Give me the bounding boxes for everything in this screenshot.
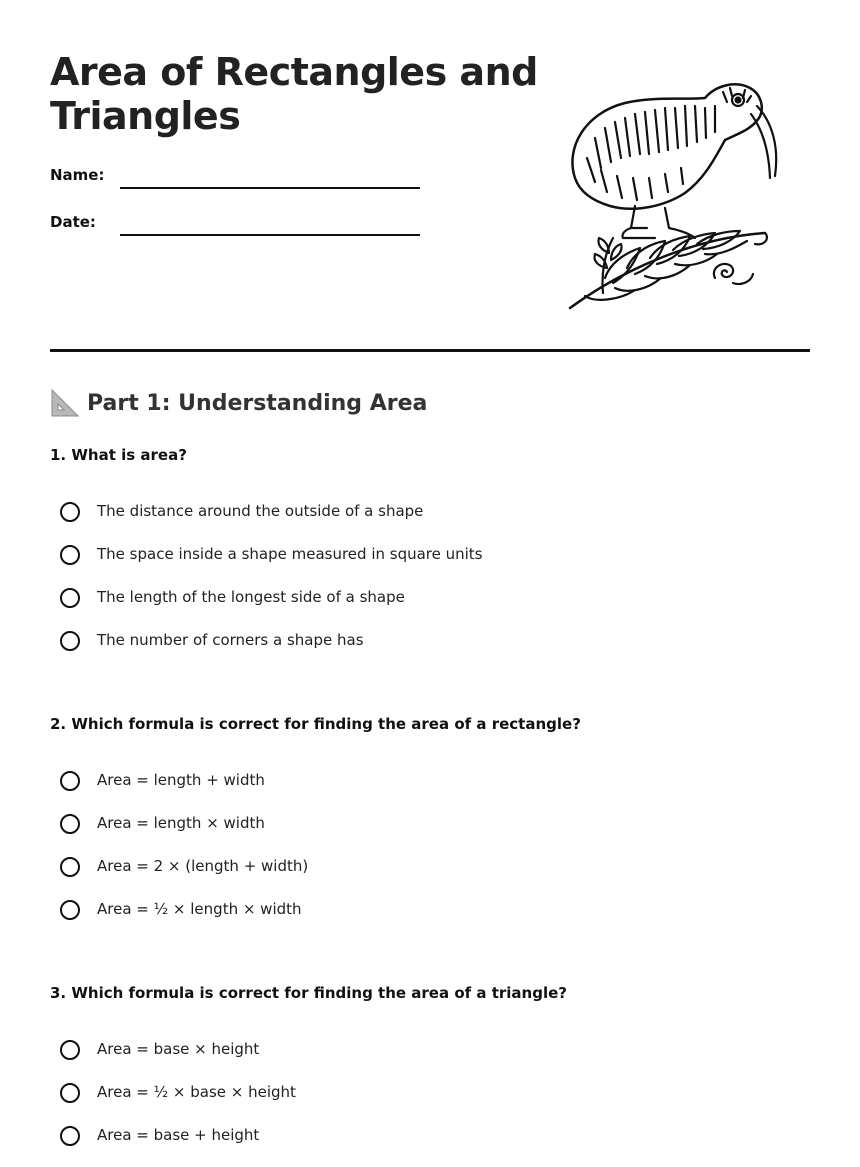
option-label: The distance around the outside of a shape xyxy=(97,502,424,520)
question-2 xyxy=(50,712,810,918)
option-label: Area = ½ × length × width xyxy=(97,900,302,918)
date-label: Date: xyxy=(50,213,96,231)
set-square-icon xyxy=(50,388,80,418)
radio-button[interactable] xyxy=(60,1126,80,1146)
question-1-option-b[interactable] xyxy=(60,543,800,586)
worksheet-page xyxy=(50,0,810,1161)
option-label: The length of the longest side of a shape xyxy=(97,588,405,606)
question-1-option-c[interactable] xyxy=(60,586,800,629)
question-3-options xyxy=(60,1038,800,1167)
question-1-option-d[interactable] xyxy=(60,629,800,672)
radio-button[interactable] xyxy=(60,631,80,651)
header-divider xyxy=(50,349,810,352)
question-2-option-c[interactable] xyxy=(60,855,800,898)
question-3-text: 3. Which formula is correct for finding the area of a triangle? xyxy=(50,984,567,1002)
option-label: Area = base + height xyxy=(97,1126,260,1144)
question-3-option-b[interactable] xyxy=(60,1081,800,1124)
radio-button[interactable] xyxy=(60,502,80,522)
date-write-line[interactable] xyxy=(120,234,420,236)
name-write-line[interactable] xyxy=(120,187,420,189)
worksheet-title: Area of Rectangles and Triangles xyxy=(50,50,538,138)
option-label: Area = length × width xyxy=(97,814,265,832)
date-field xyxy=(50,207,430,237)
question-1-text: 1. What is area? xyxy=(50,446,187,464)
question-1 xyxy=(50,443,810,649)
option-label: The space inside a shape measured in square units xyxy=(97,545,483,563)
radio-button[interactable] xyxy=(60,814,80,834)
option-label: Area = 2 × (length + width) xyxy=(97,857,309,875)
question-2-text: 2. Which formula is correct for finding the area of a rectangle? xyxy=(50,715,581,733)
question-3 xyxy=(50,981,810,1144)
option-label: Area = length + width xyxy=(97,771,265,789)
part1-title: Part 1: Understanding Area xyxy=(87,390,428,416)
radio-button[interactable] xyxy=(60,857,80,877)
radio-button[interactable] xyxy=(60,1040,80,1060)
question-2-option-d[interactable] xyxy=(60,898,800,941)
question-1-options xyxy=(60,500,800,672)
question-2-options xyxy=(60,769,800,941)
option-label: The number of corners a shape has xyxy=(97,631,364,649)
option-label: Area = ½ × base × height xyxy=(97,1083,296,1101)
radio-button[interactable] xyxy=(60,900,80,920)
radio-button[interactable] xyxy=(60,588,80,608)
name-label: Name: xyxy=(50,166,105,184)
option-label: Area = base × height xyxy=(97,1040,260,1058)
radio-button[interactable] xyxy=(60,545,80,565)
name-field xyxy=(50,160,430,190)
radio-button[interactable] xyxy=(60,771,80,791)
question-1-option-a[interactable] xyxy=(60,500,800,543)
question-2-option-a[interactable] xyxy=(60,769,800,812)
kiwi-bird-illustration xyxy=(565,78,780,313)
part1-heading xyxy=(50,385,427,421)
question-2-option-b[interactable] xyxy=(60,812,800,855)
radio-button[interactable] xyxy=(60,1083,80,1103)
question-3-option-a[interactable] xyxy=(60,1038,800,1081)
